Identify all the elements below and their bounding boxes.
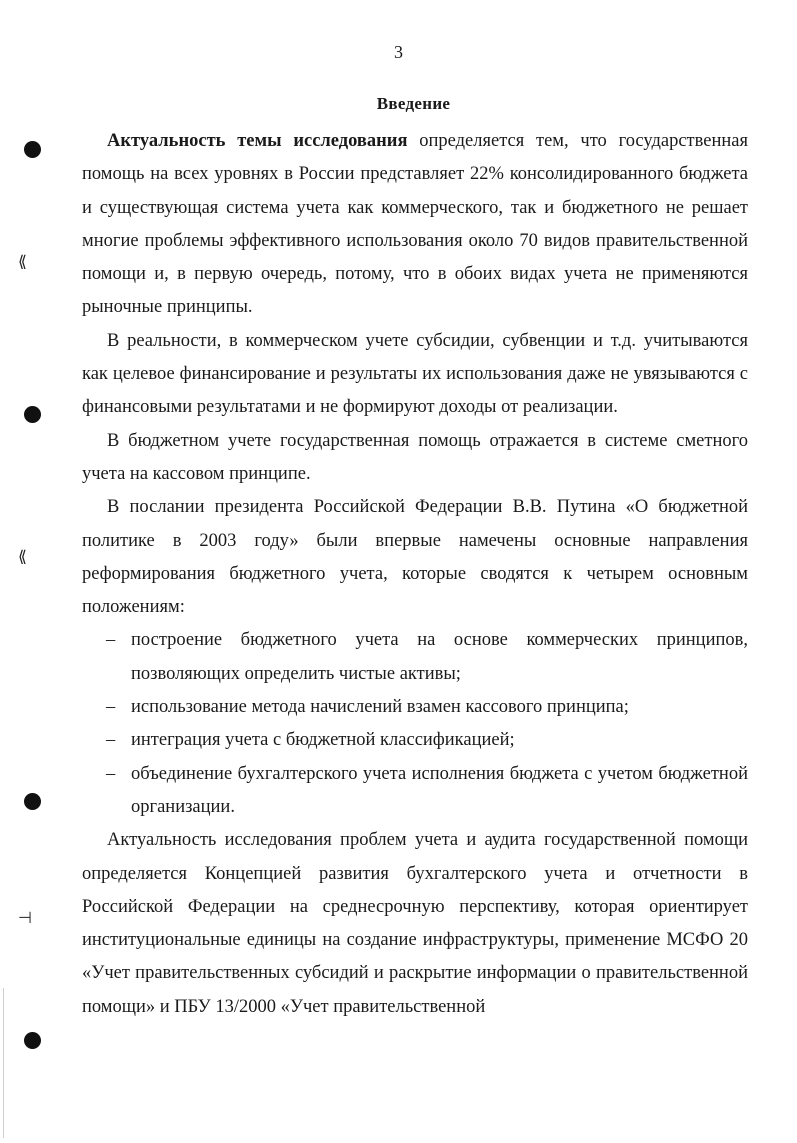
bullet-item bbox=[82, 691, 748, 724]
paragraph-5: Актуальность исследования проблем учета и аудита государственной помощи определяется Концепцией развития бухгалтерского учета и отчетности в Российской Федерации на среднесрочную перспективу, которая ориентирует институциональные единицы на создание инфраструктуры, применение МСФО 20 «Учет правительственных субсидий и раскрытие информации о правительственной помощи» и ПБУ 13/2000 «Учет правительственной bbox=[82, 830, 748, 1017]
bullet-item bbox=[82, 624, 748, 691]
scan-artifact-icon: ⟪ bbox=[18, 547, 27, 566]
paragraph-1-text: определяется тем, что государственная помощь на всех уровнях в России представляет 22% консолидированного бюджета и существующая система учета как коммерческого, так и бюджетного не решает многие проблемы эффективного использования около 70 видов правительственной помощи и, в первую очередь, потому, что в обоих видах учета не применяются рыночные принципы. bbox=[82, 131, 749, 318]
paragraph-4: В послании президента Российской Федерации В.В. Путина «О бюджетной политике в 2003 году» были впервые намечены основные направления реформирования бюджетного учета, которые сводятся к четырем основным положениям: bbox=[82, 497, 748, 618]
punch-hole bbox=[24, 793, 41, 810]
paragraph-1 bbox=[82, 125, 748, 325]
bullet-dash: – bbox=[106, 730, 116, 751]
scan-artifact-icon: ⊣ bbox=[18, 908, 32, 927]
bullet-list bbox=[82, 624, 748, 824]
punch-hole bbox=[24, 1032, 41, 1049]
paragraph-3: В бюджетном учете государственная помощь отражается в системе сметного учета на кассовом принципе. bbox=[82, 430, 748, 484]
bullet-text: использование метода начислений взамен кассового принципа; bbox=[131, 697, 629, 718]
body-text bbox=[82, 125, 748, 1024]
scan-artifact-icon: ⟪ bbox=[18, 252, 27, 271]
paragraph-1-bold-lead: Актуальность темы исследования bbox=[107, 131, 408, 151]
scan-edge-line bbox=[3, 988, 4, 1138]
paragraph-2: В реальности, в коммерческом учете субсидии, субвенции и т.д. учитываются как целевое финансирование и результаты их использования даже не увязываются с финансовыми результатами и не формируют доходы от реализации. bbox=[82, 330, 748, 418]
bullet-dash: – bbox=[106, 697, 116, 718]
section-heading: Введение bbox=[376, 94, 451, 113]
page-number: 3 bbox=[394, 42, 403, 62]
bullet-text: объединение бухгалтерского учета исполнения бюджета с учетом бюджетной организации. bbox=[131, 763, 748, 817]
bullet-text: интеграция учета с бюджетной классификацией; bbox=[131, 730, 515, 751]
bullet-dash: – bbox=[106, 630, 116, 651]
bullet-item bbox=[82, 724, 748, 757]
punch-hole bbox=[24, 141, 41, 158]
bullet-dash: – bbox=[106, 763, 116, 784]
bullet-text: построение бюджетного учета на основе коммерческих принципов, позволяющих определить чистые активы; bbox=[131, 630, 748, 684]
bullet-item bbox=[82, 758, 748, 825]
punch-hole bbox=[24, 406, 41, 423]
